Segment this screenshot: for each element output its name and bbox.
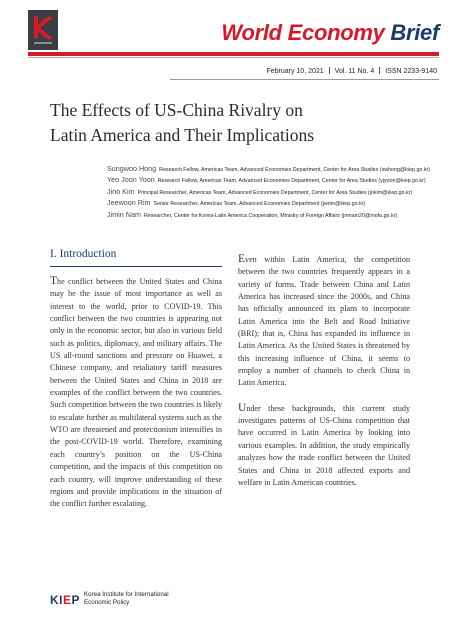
paragraph-text: he conflict between the United States and China may be the issue of most importance as well as interest to the world, prior to COVID-19. This conflict between the two countries is appearing not only in the economic sector, but also in various field such as politics, diplomacy, and military affairs. The US all-round sanctions and pressure on Huawei, a Chinese company, and retaliatory tariff measures between the United States and China in 2018 are examples of the conflict between the two countries. Such competition between the two countries is likely to escalate further as multilateral systems such as the WTO are threatened and protectionism intensifies in the post-COVID-19 world. Therefore, examining each country’s position on the US-China competition, and the impacts of this competition on each country, will improve understanding of these regions and provide implications in the situation of the conflict further escalating. bbox=[50, 277, 222, 509]
paragraph bbox=[50, 275, 222, 511]
separator bbox=[379, 67, 380, 74]
kiep-k-logo bbox=[28, 10, 58, 50]
separator bbox=[329, 67, 330, 74]
author-row bbox=[107, 198, 447, 209]
brand-word-2: Brief bbox=[384, 20, 439, 45]
title-line-2: Latin America and Their Implications bbox=[50, 125, 315, 145]
header-rule-thin bbox=[28, 57, 439, 58]
author-name: Jino Kim bbox=[107, 186, 135, 196]
author-affiliation: Senior Researcher, Americas Team, Advanced Economies Department (jwrim@kiep.go.kr) bbox=[153, 201, 366, 208]
logo-text-p: P bbox=[71, 593, 81, 607]
paragraph-text: ven within Latin America, the competition between the two countries frequently appears in a variety of forms. Trade between China and Latin America has increased since the 2000s, and China has officially announced its plans to incorporate Latin America into the Belt and Road Initiative (BRI); that is, China has expanded its influence in Latin America. As the United States is threatened by this increasing influence of China, it seems to employ a number of channels to check China in Latin America. bbox=[238, 255, 410, 388]
author-name: Sungwoo Hong bbox=[107, 164, 157, 173]
kiep-logo bbox=[50, 593, 80, 607]
author-affiliation: Principal Researcher, Americas Team, Advanced Economies Department, Center for Area Studies (jokim@kiep.go.kr) bbox=[137, 189, 413, 196]
institute-name-line-1: Korea Institute for International bbox=[84, 591, 169, 598]
issue-info bbox=[266, 67, 437, 75]
brand-word-1: World Economy bbox=[221, 20, 385, 45]
author-affiliation: Research Fellow, Americas Team, Advanced Economies Department, Center for Area Studies (swhong@kiep.go.kr) bbox=[159, 167, 430, 173]
article-title bbox=[50, 98, 430, 148]
author-name: Jeewoon Rim bbox=[107, 198, 151, 208]
paragraph bbox=[238, 253, 410, 390]
paragraph-text: nder these backgrounds, this current study investigates patterns of US-China competition that have occurred in Latin America by looking into various examples. In addition, the study empirically analyzes how the trade conflict between the United States and China in 2018 affected exports and welfare in Latin American countries. bbox=[238, 403, 410, 487]
author-row bbox=[107, 210, 447, 221]
publication-title bbox=[221, 20, 439, 46]
issue-issn: ISSN 2233-9140 bbox=[385, 68, 437, 75]
author-affiliation: Research Fellow, Americas Team, Advanced Economies Department, Center for Area Studies (yjyoon@kiep.go.kr) bbox=[157, 178, 426, 185]
body-column-left bbox=[50, 275, 222, 511]
drop-cap: E bbox=[238, 253, 246, 265]
issue-rule bbox=[170, 79, 439, 80]
institute-name bbox=[84, 591, 169, 606]
author-row bbox=[107, 175, 447, 186]
author-name: Yeo Joon Yoon bbox=[107, 175, 155, 185]
author-row bbox=[107, 187, 447, 198]
author-name: Jimin Nam bbox=[107, 209, 141, 219]
logo-text-ki: KI bbox=[50, 593, 63, 607]
paragraph bbox=[238, 402, 410, 489]
body-column-right bbox=[238, 253, 410, 489]
title-line-1: The Effects of US-China Rivalry on bbox=[50, 100, 303, 120]
header-rule bbox=[28, 52, 439, 56]
author-affiliation: Researcher, Center for Korea-Latin America Cooperation, Ministry of Foreign Affairs (jmnam20@mofa.go.kr) bbox=[143, 212, 398, 219]
section-heading: I. Introduction bbox=[50, 248, 117, 260]
author-list bbox=[107, 164, 447, 221]
logo-text-e: E bbox=[63, 593, 72, 607]
issue-volume: Vol. 11 No. 4 bbox=[334, 68, 375, 75]
drop-cap: T bbox=[50, 275, 58, 287]
drop-cap: U bbox=[238, 401, 247, 414]
author-row bbox=[107, 164, 447, 175]
institute-name-line-2: Economic Policy bbox=[84, 598, 130, 606]
issue-date: February 10, 2021 bbox=[266, 68, 324, 75]
section-rule bbox=[50, 266, 222, 267]
